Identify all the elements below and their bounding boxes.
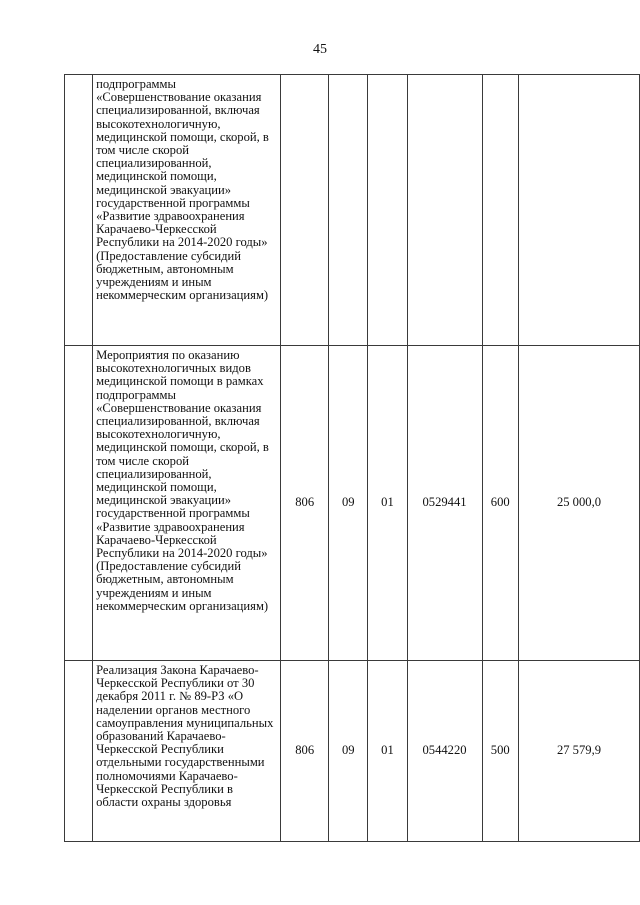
table-row <box>65 75 640 346</box>
amount-cell <box>518 75 639 346</box>
ministry-code-cell: 806 <box>281 661 329 842</box>
target-article-cell: 0529441 <box>407 346 482 661</box>
amount-cell: 25 000,0 <box>518 346 639 661</box>
expense-name: Мероприятия по оказанию высокотехнологичных видов медицинской помощи в рамках подпрограммы «Совершенствование оказания специализированной, включая высокотехнологичную, медицинской помощи, скорой, в том числе скорой специализированной, медицинской помощи, медицинской эвакуации» государственной программы «Развитие здравоохранения Карачаево-Черкесской Республики на 2014-2020 годы» (Предоставление субсидий бюджетным, автономным учреждениям и иным некоммерческим организациям) <box>96 348 269 613</box>
section-code-cell <box>329 75 368 346</box>
ministry-code-cell: 806 <box>281 346 329 661</box>
page-number: 45 <box>313 42 327 57</box>
subsection-code-cell: 01 <box>368 661 407 842</box>
expense-type-cell: 500 <box>482 661 518 842</box>
row-number-cell <box>65 661 93 842</box>
table-row <box>65 661 640 842</box>
budget-table <box>64 74 640 842</box>
expense-name-cell <box>93 346 281 661</box>
amount-cell: 27 579,9 <box>518 661 639 842</box>
expense-name: Реализация Закона Карачаево-Черкесской Республики от 30 декабря 2011 г. № 89-РЗ «О наделении органов местного самоуправления муниципальных образований Карачаево-Черкесской Республики отдельными государственными полномочиями Карачаево-Черкесской Республики в области охраны здоровья <box>96 663 274 810</box>
ministry-code-cell <box>281 75 329 346</box>
target-article-cell <box>407 75 482 346</box>
row-number-cell <box>65 346 93 661</box>
section-code-cell: 09 <box>329 346 368 661</box>
subsection-code-cell <box>368 75 407 346</box>
subsection-code-cell: 01 <box>368 346 407 661</box>
expense-name: подпрограммы «Совершенствование оказания специализированной, включая высокотехнологичную, медицинской помощи, скорой, в том числе скорой специализированной, медицинской помощи, медицинской эвакуации» государственной программы «Развитие здравоохранения Карачаево-Черкесской Республики на 2014-2020 годы» (Предоставление субсидий бюджетным, автономным учреждениям и иным некоммерческим организациям) <box>96 77 269 303</box>
section-code-cell: 09 <box>329 661 368 842</box>
expense-type-cell <box>482 75 518 346</box>
expense-name-cell <box>93 75 281 346</box>
table-row <box>65 346 640 661</box>
row-number-cell <box>65 75 93 346</box>
expense-type-cell: 600 <box>482 346 518 661</box>
expense-name-cell <box>93 661 281 842</box>
target-article-cell: 0544220 <box>407 661 482 842</box>
